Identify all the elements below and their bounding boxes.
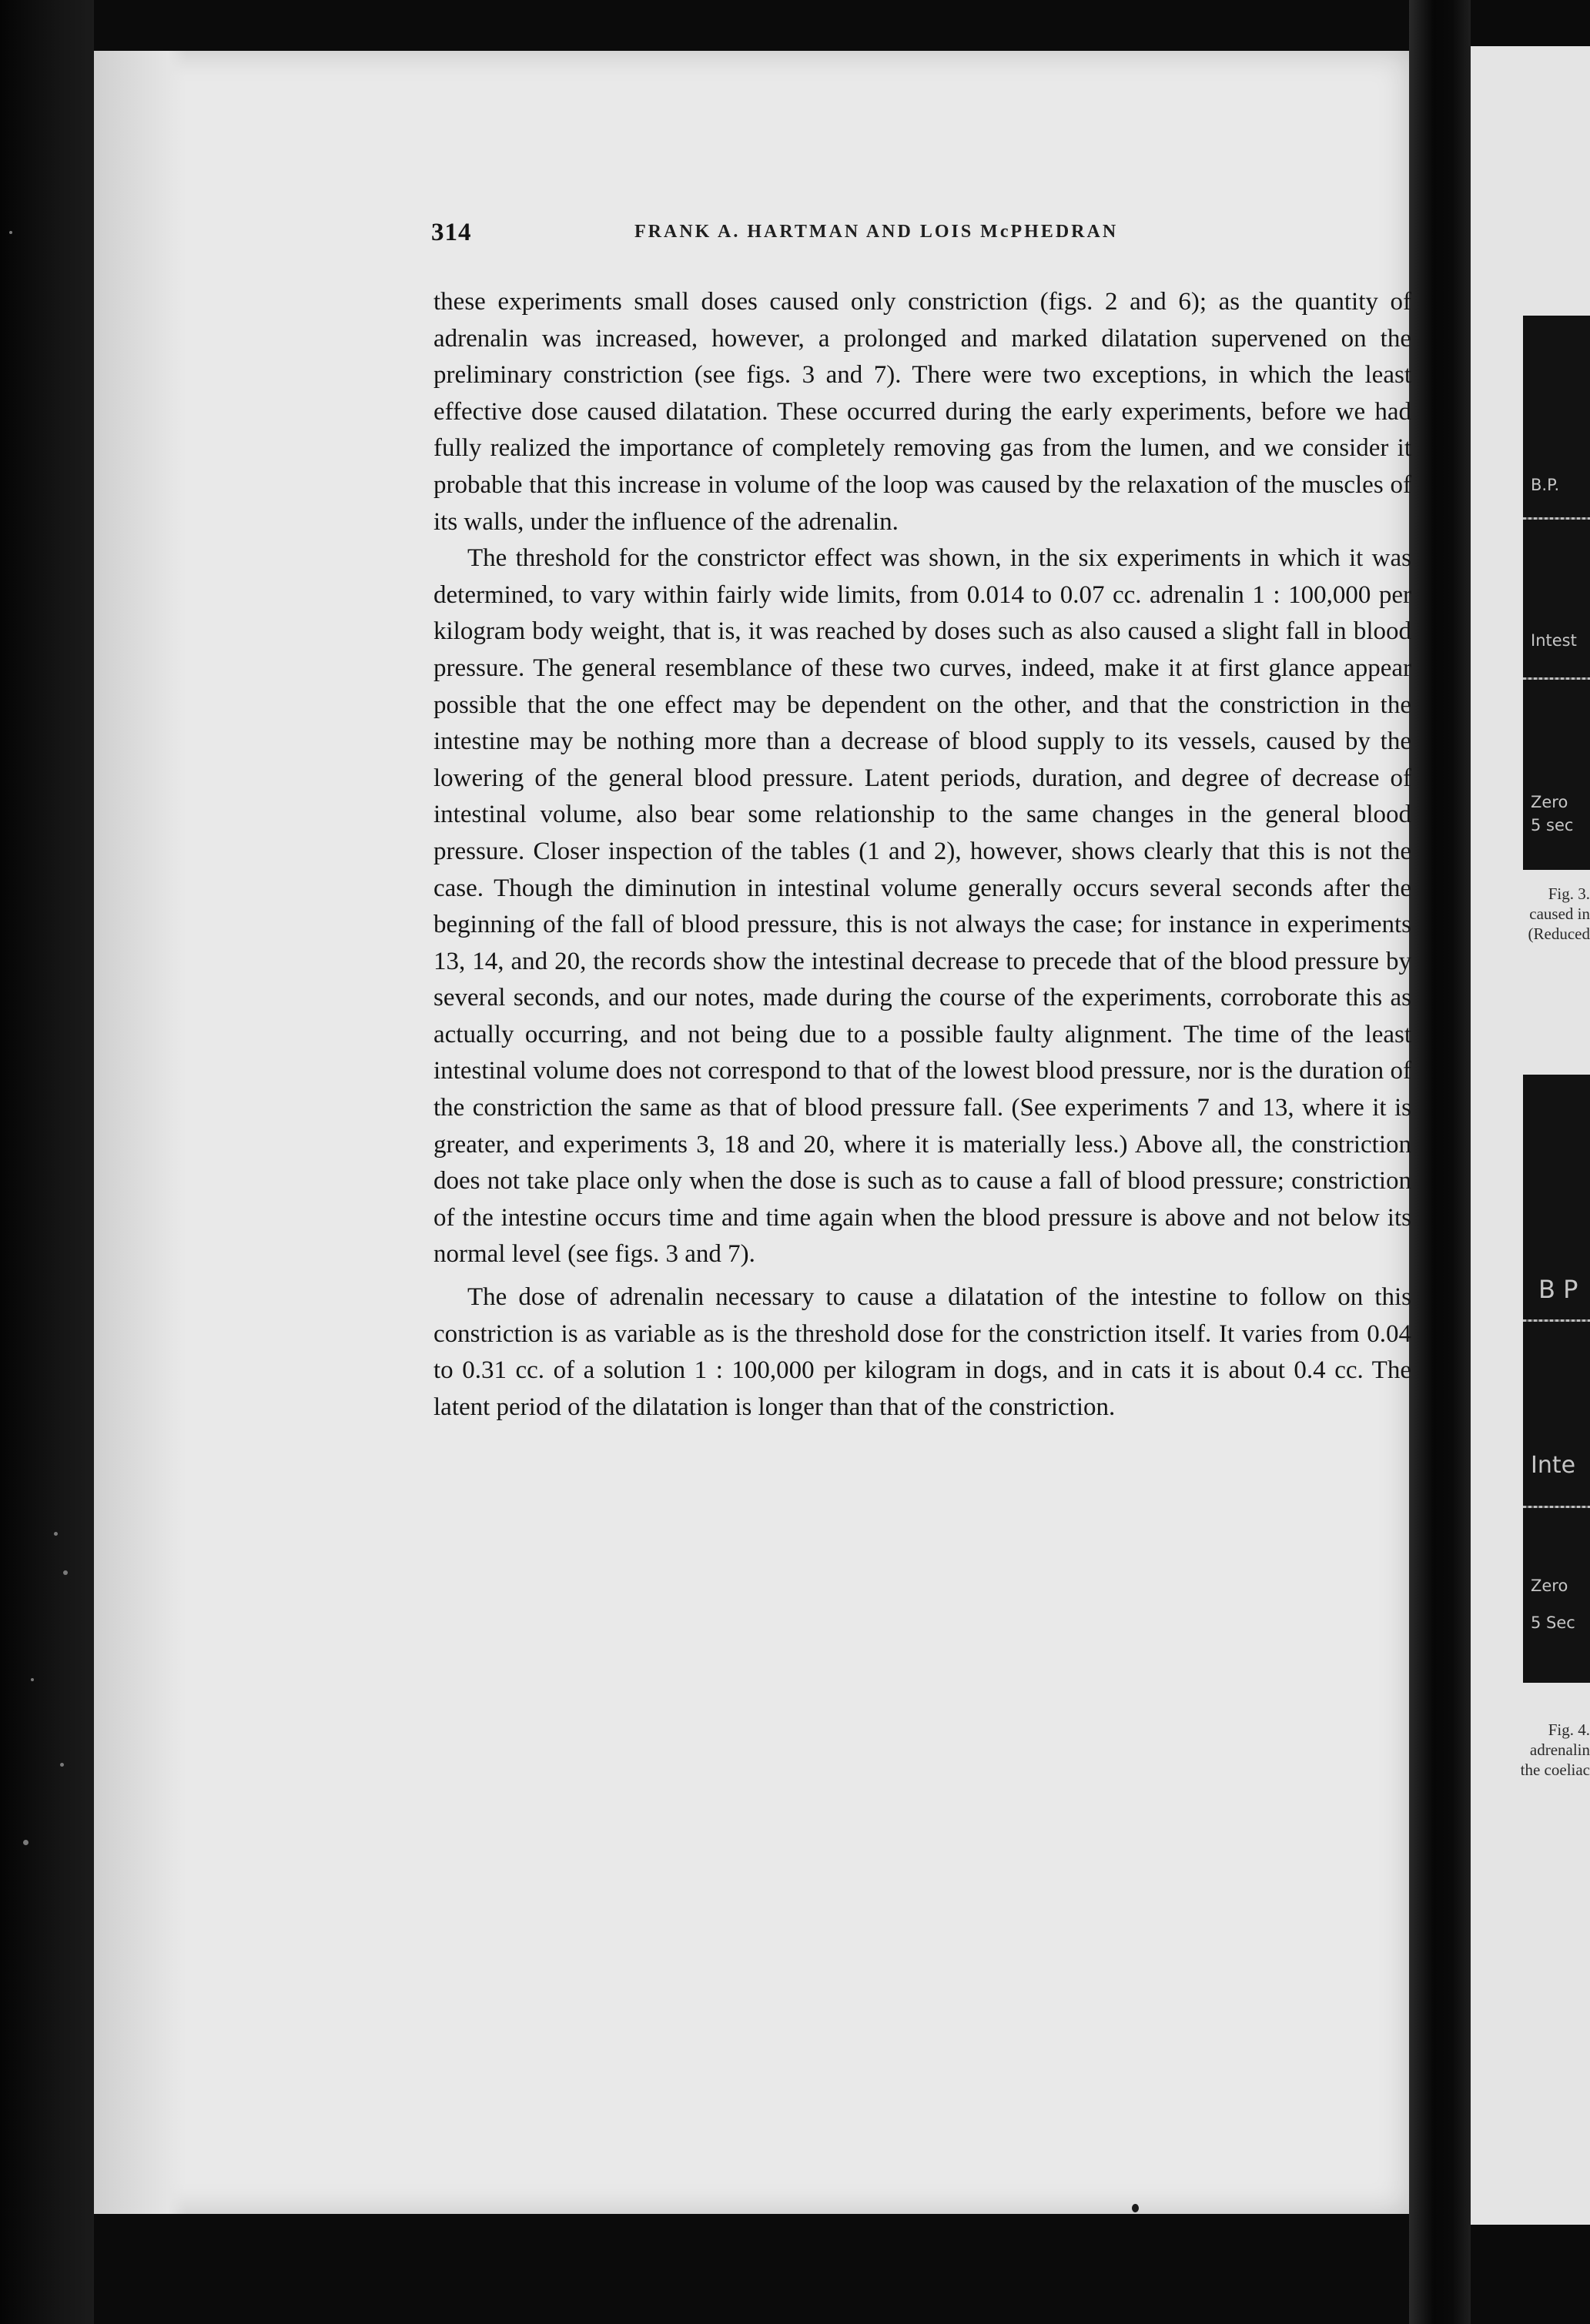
plate-label-time: 5 sec: [1531, 816, 1574, 834]
body-text: [433, 284, 1411, 1426]
plate-trace: [1523, 677, 1590, 680]
film-speck: [31, 1678, 34, 1681]
film-speck: [54, 1532, 58, 1536]
plate-label-intestine: Inte: [1531, 1452, 1576, 1479]
film-speck: [23, 1840, 28, 1845]
film-speck: [60, 1763, 64, 1767]
plate-label-bp: B P: [1538, 1275, 1578, 1304]
figure-3-plate: [1523, 316, 1590, 870]
plate-trace: [1523, 517, 1590, 520]
running-title: FRANK A. HARTMAN AND LOIS McPHEDRAN: [634, 222, 1119, 242]
film-speck: [63, 1570, 68, 1575]
figure-4-plate: [1523, 1075, 1590, 1683]
film-speck: [9, 231, 12, 234]
plate-label-zero: Zero: [1531, 793, 1568, 811]
page-speck: [1132, 2204, 1139, 2212]
plate-trace: [1523, 1319, 1590, 1322]
plate-label-zero: Zero: [1531, 1577, 1568, 1595]
page-gutter: [1409, 0, 1471, 2324]
figure-3-caption: Fig. 3. caused in (Reduced: [1528, 884, 1590, 943]
plate-label-time: 5 Sec: [1531, 1613, 1575, 1632]
figure-4-caption: Fig. 4. adrenalin the coeliac: [1520, 1720, 1590, 1779]
paragraph: The dose of adrenalin necessary to cause a dilatation of the intestine to follow on this constriction is as variable as is the threshold dose for the constriction itself. It varies from 0.04 to 0.31 cc. of a solution 1 : 100,000 per kilogram in dogs, and in cats it is about 0.4 cc. The latent period of the dilatation is longer than that of the constriction.: [433, 1283, 1411, 1421]
running-head: [431, 219, 1413, 249]
film-margin-left: [0, 0, 94, 2324]
page-number: 314: [431, 219, 472, 246]
plate-trace: [1523, 1506, 1590, 1508]
plate-label-bp: B.P.: [1531, 476, 1560, 494]
facing-page: [1471, 46, 1590, 2225]
paragraph: these experiments small doses caused only constriction (figs. 2 and 6); as the quantity of adrenalin was increased, however, a prolonged and marked dilatation supervened on the preliminary constriction (see figs. 3 and 7). There were two exceptions, in which the least effective dose caused dilatation. These occurred during the early experiments, before we had fully realized the importance of completely removing gas from the lumen, and we consider it probable that this increase in volume of the loop was caused by the relaxation of the muscles of its walls, under the influence of the adrenalin.: [433, 288, 1411, 536]
paragraph: The threshold for the constrictor effect was shown, in the six experiments in which it was determined, to vary within fairly wide limits, from 0.014 to 0.07 cc. adrenalin 1 : 100,000 per kilogram body weight, that is, it was reached by doses such as also caused a slight fall in blood pressure. The general resemblance of these two curves, indeed, make it at first glance appear possible that the one effect may be dependent on the other, and that the constriction in the intestine may be nothing more than a decrease of blood supply to its vessels, caused by the lowering of the general blood pressure. Latent periods, duration, and degree of decrease of intestinal volume, also bear some relationship to the same changes in the general blood pressure. Closer inspection of the tables (1 and 2), however, shows clearly that this is not the case. Though the diminution in intestinal volume generally occurs several seconds after the beginning of the fall of blood pressure, this is not always the case; for instance in experiments 13, 14, and 20, the records show the intestinal decrease to precede that of the blood pressure by several seconds, and our notes, made during the course of the experiments, corroborate this as actually occurring, and not being due to a possible faulty alignment. The time of the least intestinal volume does not correspond to that of the lowest blood pressure, nor is the duration of the constriction the same as that of blood pressure fall. (See experiments 7 and 13, where it is greater, and experiments 3, 18 and 20, where it is materially less.) Above all, the constriction does not take place only when the dose is such as to cause a fall of blood pressure; constriction of the intestine occurs time and time again when the blood pressure is above and not below its normal level (see figs. 3 and 7).: [433, 544, 1411, 1269]
plate-label-intestine: Intest: [1531, 631, 1577, 650]
